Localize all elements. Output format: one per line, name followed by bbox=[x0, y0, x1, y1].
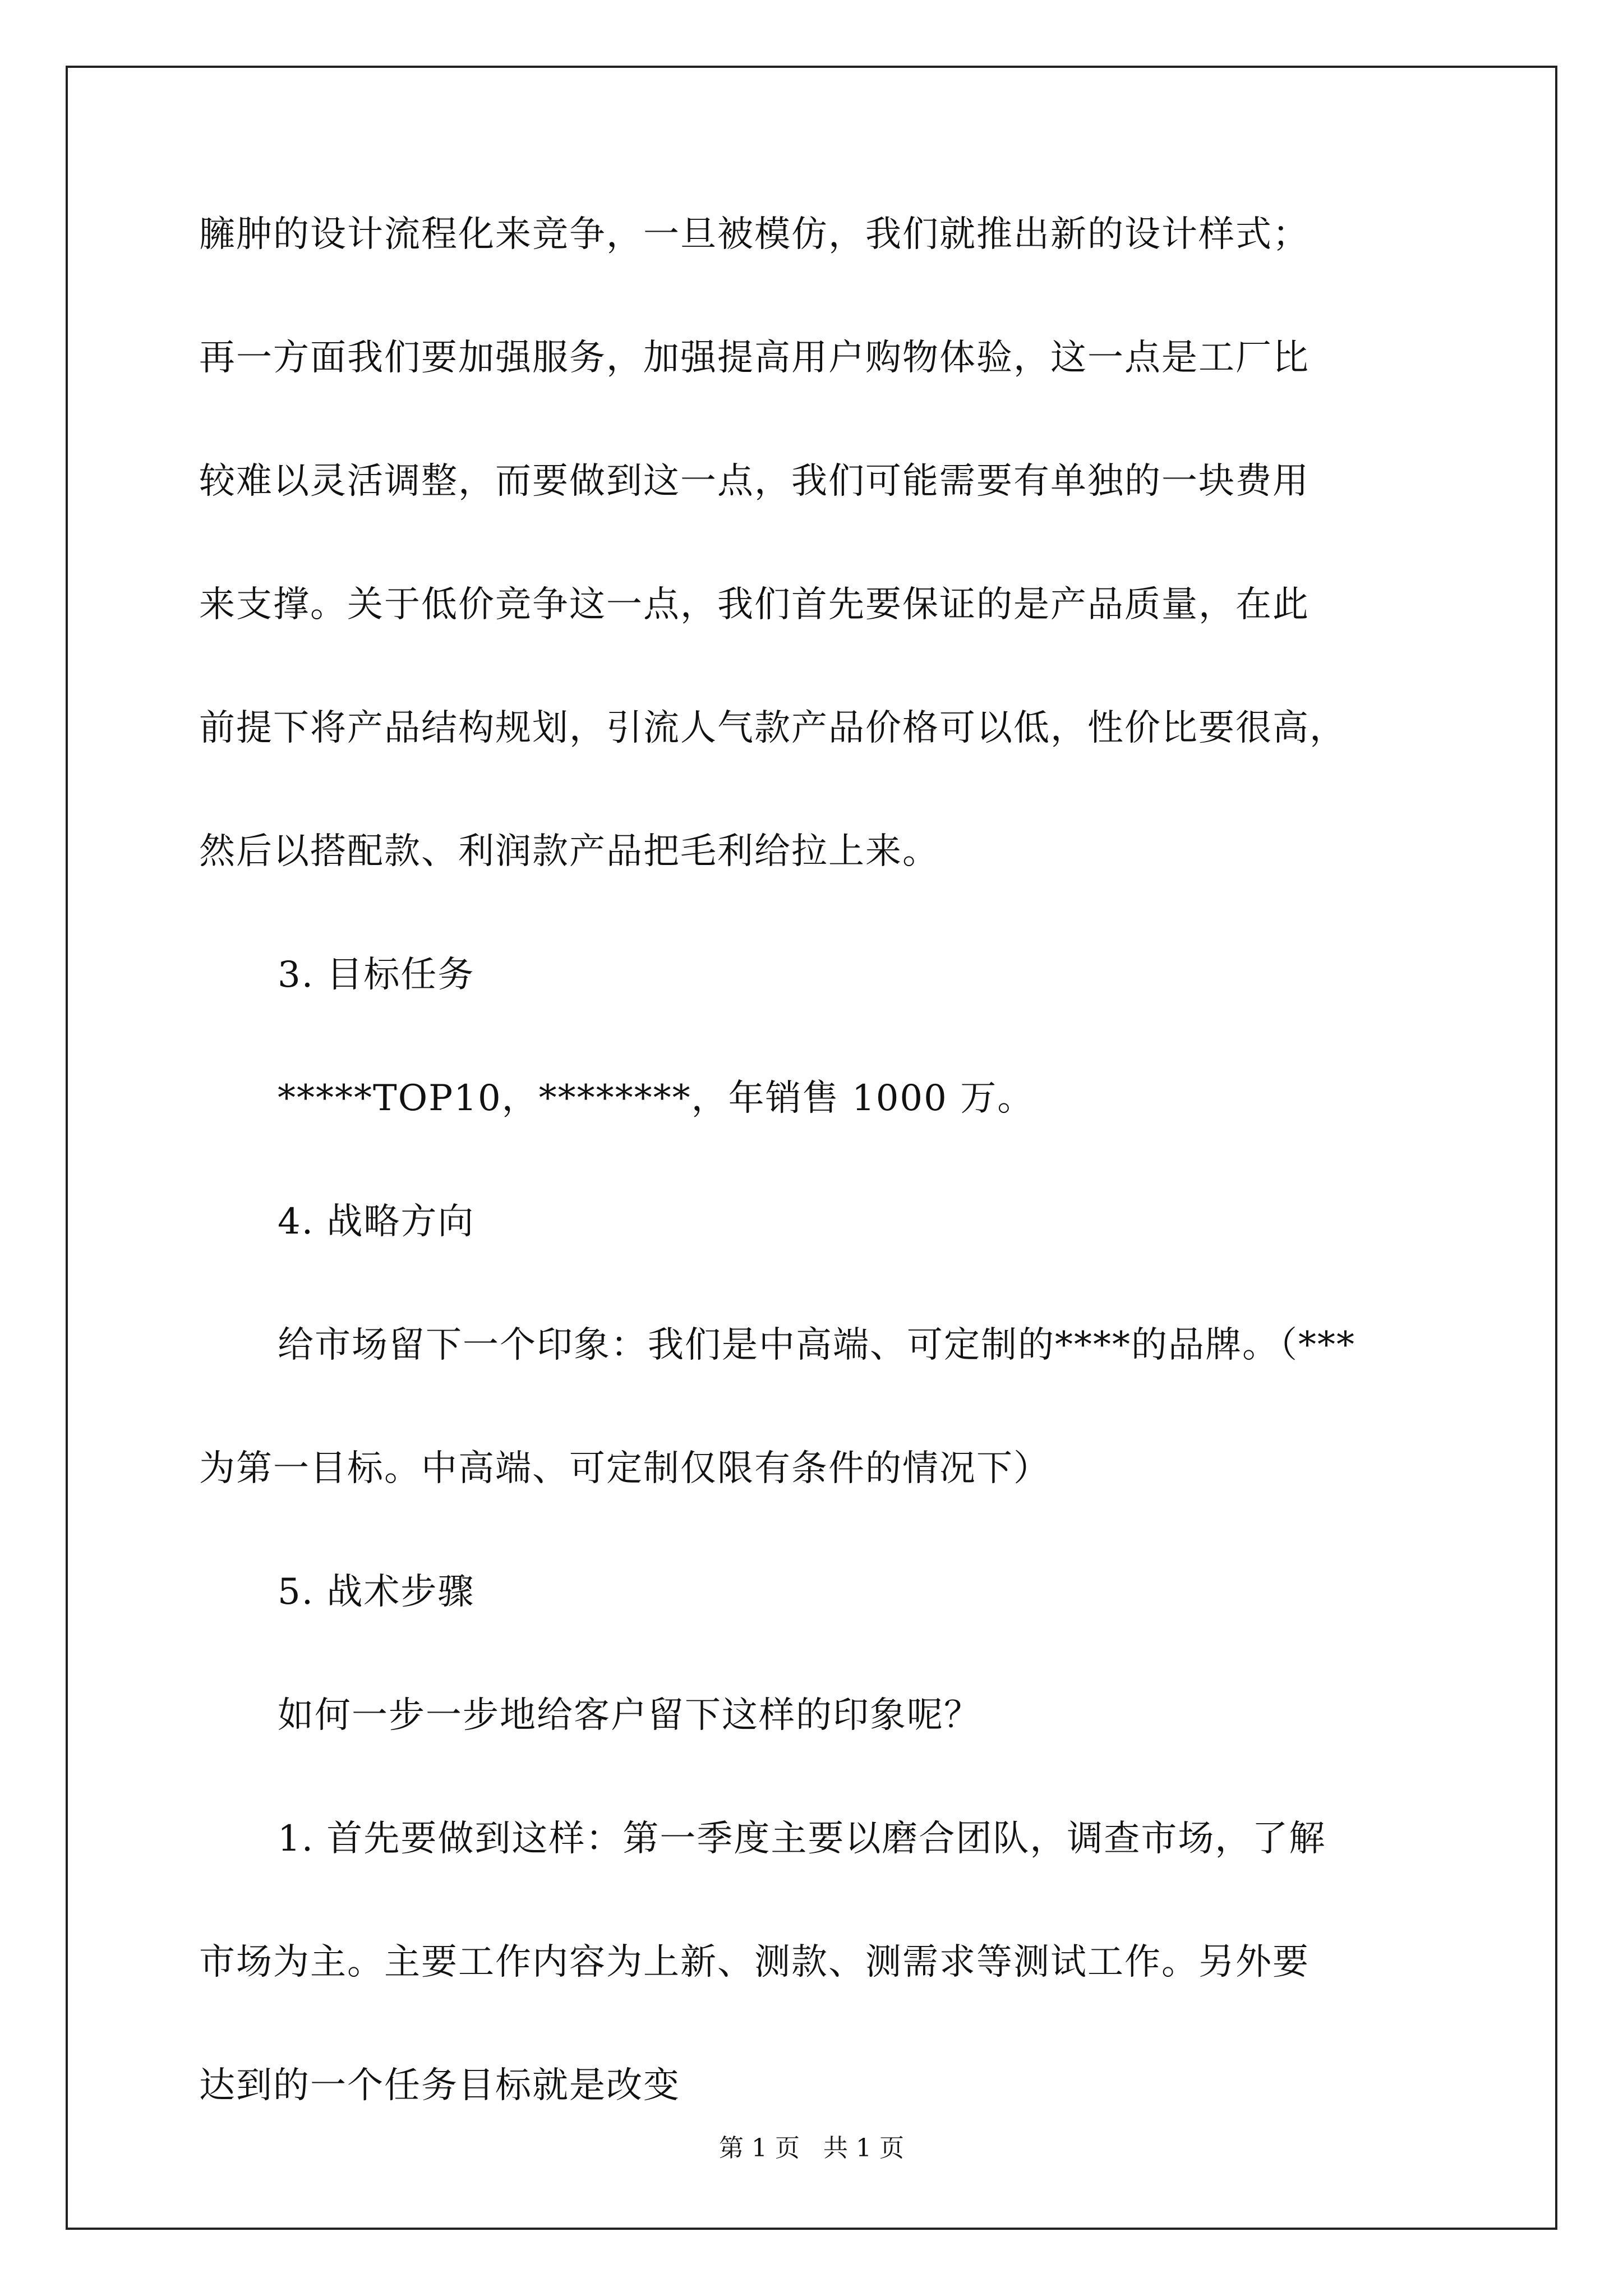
page-footer: 第 1 页 共 1 页 bbox=[719, 2134, 904, 2162]
page-frame bbox=[66, 66, 1557, 2230]
text-line: 臃肿的设计流程化来竞争，一旦被模仿，我们就推出新的设计样式； bbox=[199, 214, 1310, 255]
text-line: 1. 首先要做到这样：第一季度主要以磨合团队，调查市场，了解 bbox=[278, 1818, 1326, 1860]
text-line: 较难以灵活调整，而要做到这一点，我们可能需要有单独的一块费用 bbox=[199, 461, 1310, 502]
text-line: 给市场留下一个印象：我们是中高端、可定制的****的品牌。（*** bbox=[278, 1324, 1355, 1366]
text-line: 再一方面我们要加强服务，加强提高用户购物体验，这一点是工厂比 bbox=[199, 337, 1310, 379]
text-line: 达到的一个任务目标就是改变 bbox=[199, 2065, 680, 2106]
section-heading: 4. 战略方向 bbox=[278, 1201, 475, 1243]
text-line: 然后以搭配款、利润款产品把毛利给拉上来。 bbox=[199, 831, 939, 872]
text-line: 为第一目标。中高端、可定制仅限有条件的情况下） bbox=[199, 1448, 1050, 1489]
text-line: *****TOP10，********，年销售 1000 万。 bbox=[278, 1078, 1035, 1119]
text-line: 市场为主。主要工作内容为上新、测款、测需求等测试工作。另外要 bbox=[199, 1941, 1310, 1983]
section-heading: 3. 目标任务 bbox=[278, 954, 475, 996]
text-line: 如何一步一步地给客户留下这样的印象呢？ bbox=[278, 1695, 981, 1736]
text-line: 来支撑。关于低价竞争这一点，我们首先要保证的是产品质量，在此 bbox=[199, 584, 1310, 625]
text-line: 前提下将产品结构规划，引流人气款产品价格可以低，性价比要很高， bbox=[199, 707, 1347, 749]
section-heading: 5. 战术步骤 bbox=[278, 1571, 475, 1613]
